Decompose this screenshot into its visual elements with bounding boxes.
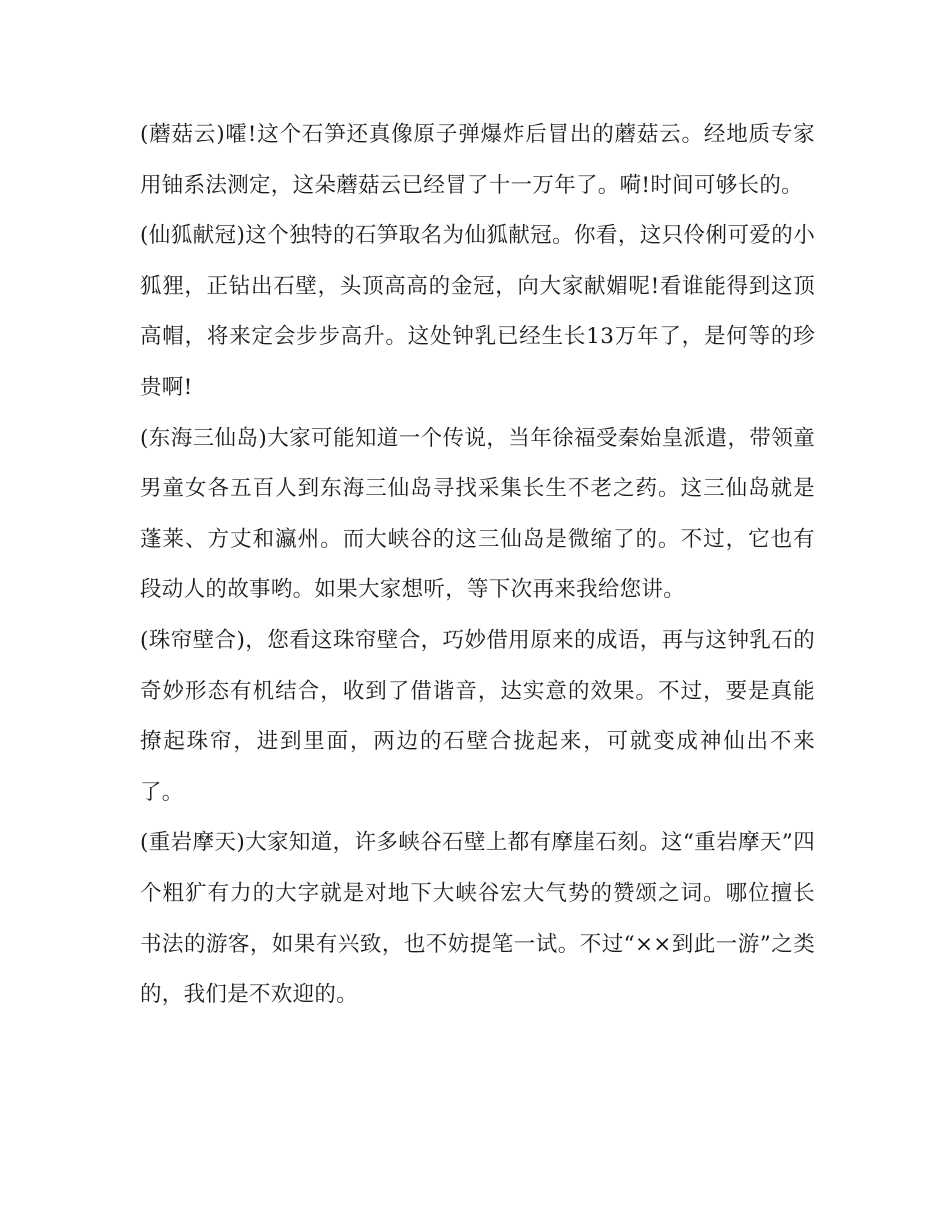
paragraph-three-islands: (东海三仙岛)大家可能知道一个传说，当年徐福受秦始皇派遣，带领童男童女各五百人到东海三仙岛寻找采集长生不老之药。这三仙岛就是蓬莱、方丈和瀛州。而大峡谷的这三仙岛是微缩了的。不过，它也有段动人的故事哟。如果大家想听，等下次再来我给您讲。 bbox=[140, 425, 815, 603]
paragraph-layered-cliffs: (重岩摩天)大家知道，许多峡谷石壁上都有摩崖石刻。这“重岩摩天”四个粗犷有力的大字就是对地下大峡谷宏大气势的赞颂之词。哪位擅长书法的游客，如果有兴致，也不妨提笔一试。不过“××到此一游”之类的，我们是不欢迎的。 bbox=[140, 830, 815, 1008]
paragraph-mushroom-cloud: (蘑菇云)嚯!这个石笋还真像原子弹爆炸后冒出的蘑菇云。经地质专家用铀系法测定，这朵蘑菇云已经冒了十一万年了。嗬!时间可够长的。 bbox=[140, 122, 815, 198]
paragraph-pearl-curtain: (珠帘壁合)，您看这珠帘壁合，巧妙借用原来的成语，再与这钟乳石的奇妙形态有机结合，收到了借谐音，达实意的效果。不过，要是真能撩起珠帘，进到里面，两边的石壁合拢起来，可就变成神仙出不来了。 bbox=[140, 627, 815, 805]
paragraph-fairy-fox: (仙狐献冠)这个独特的石笋取名为仙狐献冠。你看，这只伶俐可爱的小狐狸，正钻出石壁，头顶高高的金冠，向大家献媚呢!看谁能得到这顶高帽，将来定会步步高升。这处钟乳已经生长13万年了，是何等的珍贵啊! bbox=[140, 223, 815, 400]
document-body bbox=[140, 110, 815, 1021]
